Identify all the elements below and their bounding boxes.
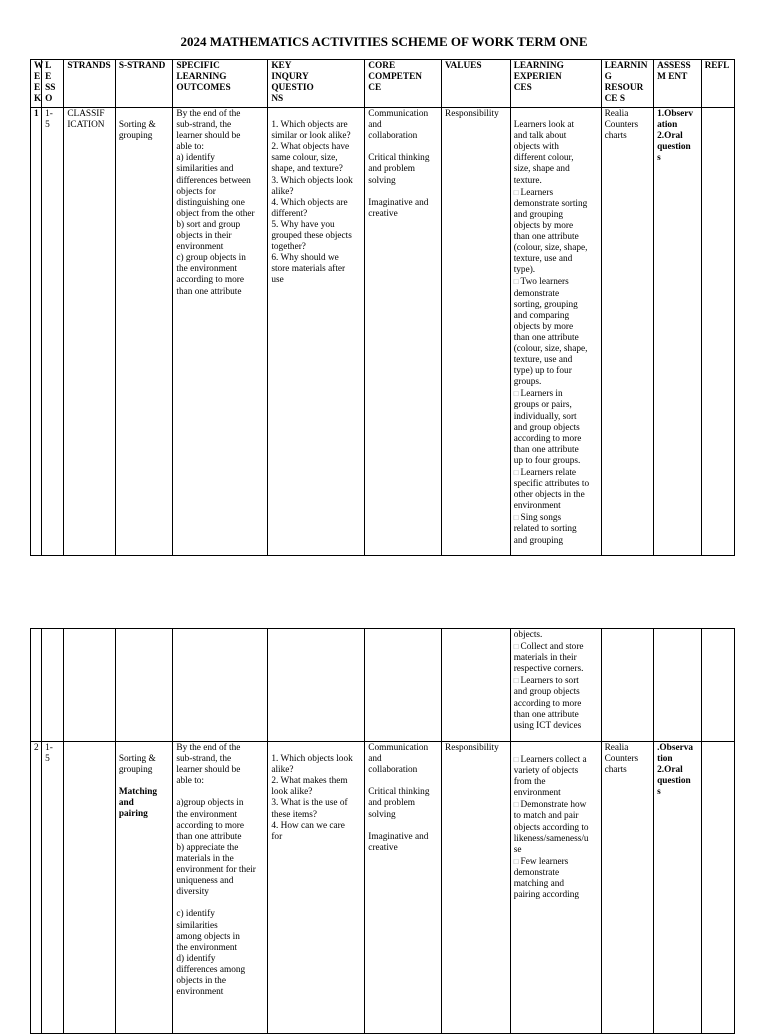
- row-resources: Realia Counters charts: [601, 108, 654, 556]
- bullet-icon: □: [513, 513, 519, 523]
- experience-item: □ Learners in groups or pairs, individually, sort and group objects according to more than one attribute up to four groups.: [513, 389, 582, 466]
- row-outcomes: [173, 629, 268, 742]
- row-week: 2: [31, 742, 42, 1034]
- experience-intro: objects.: [513, 630, 543, 640]
- experience-intro: Learners look at and talk about objects with different colour, size, shape and texture.: [513, 120, 575, 186]
- bullet-icon: □: [513, 642, 519, 652]
- bullet-icon: □: [513, 277, 519, 287]
- row-competence: Communication and collaboration Critical thinking and problem solving Imaginative and creative: [365, 108, 442, 556]
- header-week: W E E K: [31, 60, 42, 108]
- header-learning-resources: LEARNIN G RESOUR CE S: [601, 60, 654, 108]
- experience-item: □ Demonstrate how to match and pair objects according to likeness/sameness/u se: [513, 800, 589, 855]
- bullet-icon: □: [513, 676, 519, 686]
- experience-item: □ Collect and store materials in their respective corners.: [513, 642, 584, 675]
- row-sub-strand: [115, 629, 173, 742]
- row-assessment: .Observa tion 2.Oral question s: [654, 742, 701, 1034]
- table-row: [31, 742, 735, 1034]
- row-competence: Communication and collaboration Critical thinking and problem solving Imaginative and creative: [365, 742, 442, 1034]
- header-assessment: ASSESS M ENT: [654, 60, 701, 108]
- header-values: VALUES: [442, 60, 511, 108]
- bullet-icon: □: [513, 800, 519, 810]
- experience-item: □ Two learners demonstrate sorting, grouping and comparing objects by more than one attribute (colour, size, shape, texture, use and type) up to four groups.: [513, 277, 588, 388]
- header-reflection: REFL: [701, 60, 734, 108]
- experience-item: □ Learners demonstrate sorting and grouping objects by more than one attribute (colour, size, shape, texture, use and type).: [513, 187, 588, 276]
- row-week: [31, 629, 42, 742]
- row-sub-strand: Sorting & grouping Matching and pairing: [115, 742, 173, 1034]
- header-key-inquiry-questions: KEY INQURY QUESTIO NS: [268, 60, 365, 108]
- experience-item: □ Learners to sort and group objects according to more than one attribute using ICT devices: [513, 676, 582, 731]
- table-row: [31, 629, 735, 742]
- scheme-table-page-1: [30, 59, 735, 556]
- bullet-icon: □: [513, 389, 519, 399]
- row-lesson: 1- 5: [42, 742, 64, 1034]
- row-resources: [601, 629, 654, 742]
- header-core-competence: CORE COMPETEN CE: [365, 60, 442, 108]
- bullet-icon: □: [513, 755, 519, 764]
- scheme-table-page-2: [30, 628, 735, 1034]
- row-strand: CLASSIF ICATION: [64, 108, 116, 556]
- header-strands: STRANDS: [64, 60, 116, 108]
- experience-item: □ Few learners demonstrate matching and pairing according: [513, 856, 580, 901]
- row-resources: Realia Counters charts: [601, 742, 654, 1034]
- table-row: [31, 108, 735, 556]
- header-sub-strand: S-STRAND: [115, 60, 173, 108]
- row-reflection: [701, 742, 734, 1034]
- row-outcomes: By the end of the sub-strand, the learner should be able to: a) identify similarities and differences between objects for distinguishing one object from the other b) sort and group objects in their environment c) group objects in the environment according to more than one attribute: [173, 108, 268, 556]
- row-week: 1: [31, 108, 42, 556]
- row-lesson: [42, 629, 64, 742]
- row-assessment: [654, 629, 701, 742]
- experience-item: □ Learners collect a variety of objects from the environment: [513, 755, 587, 799]
- bullet-icon: □: [513, 856, 519, 866]
- row-experiences: [510, 629, 601, 742]
- row-questions: [268, 629, 365, 742]
- bullet-icon: □: [513, 468, 519, 477]
- row-experiences: [510, 108, 601, 556]
- experience-item: □ Learners relate specific attributes to other objects in the environment: [513, 468, 590, 512]
- header-learning-experiences: LEARNING EXPERIEN CES: [510, 60, 601, 108]
- row-sub-strand: Sorting & grouping: [115, 108, 173, 556]
- header-lesson: L E SS O: [42, 60, 64, 108]
- row-values: Responsibility: [442, 108, 511, 556]
- row-values: [442, 629, 511, 742]
- row-strand: [64, 629, 116, 742]
- row-values: Responsibility: [442, 742, 511, 1034]
- row-reflection: [701, 108, 734, 556]
- row-lesson: 1- 5: [42, 108, 64, 556]
- row-competence: [365, 629, 442, 742]
- row-outcomes: By the end of the sub-strand, the learner should be able to: a)group objects in the environment according to more than one attribute b) appreciate the materials in the environment for their uniqueness and diversity c) identify similarities among objects in the environment d) identify differences among objects in the environment: [173, 742, 268, 1034]
- experience-item: □ Sing songs related to sorting and grouping: [513, 513, 577, 546]
- row-questions: 1. Which objects are similar or look alike? 2. What objects have same colour, size, shape, and texture? 3. Which objects look alike? 4. Which objects are different? 5. Why have you grouped these objects together? 6. Why should we store materials after use: [268, 108, 365, 556]
- header-specific-outcomes: SPECIFIC LEARNING OUTCOMES: [173, 60, 268, 108]
- row-questions: 1. Which objects look alike? 2. What makes them look alike? 3. What is the use of these items? 4. How can we care for: [268, 742, 365, 1034]
- row-experiences: [510, 742, 601, 1034]
- row-reflection: [701, 629, 734, 742]
- row-assessment: 1.Observ ation 2.Oral question s: [654, 108, 701, 556]
- bullet-icon: □: [513, 187, 519, 197]
- row-strand: [64, 742, 116, 1034]
- header-row: [31, 60, 735, 108]
- document-title: 2024 MATHEMATICS ACTIVITIES SCHEME OF WORK TERM ONE: [180, 34, 588, 49]
